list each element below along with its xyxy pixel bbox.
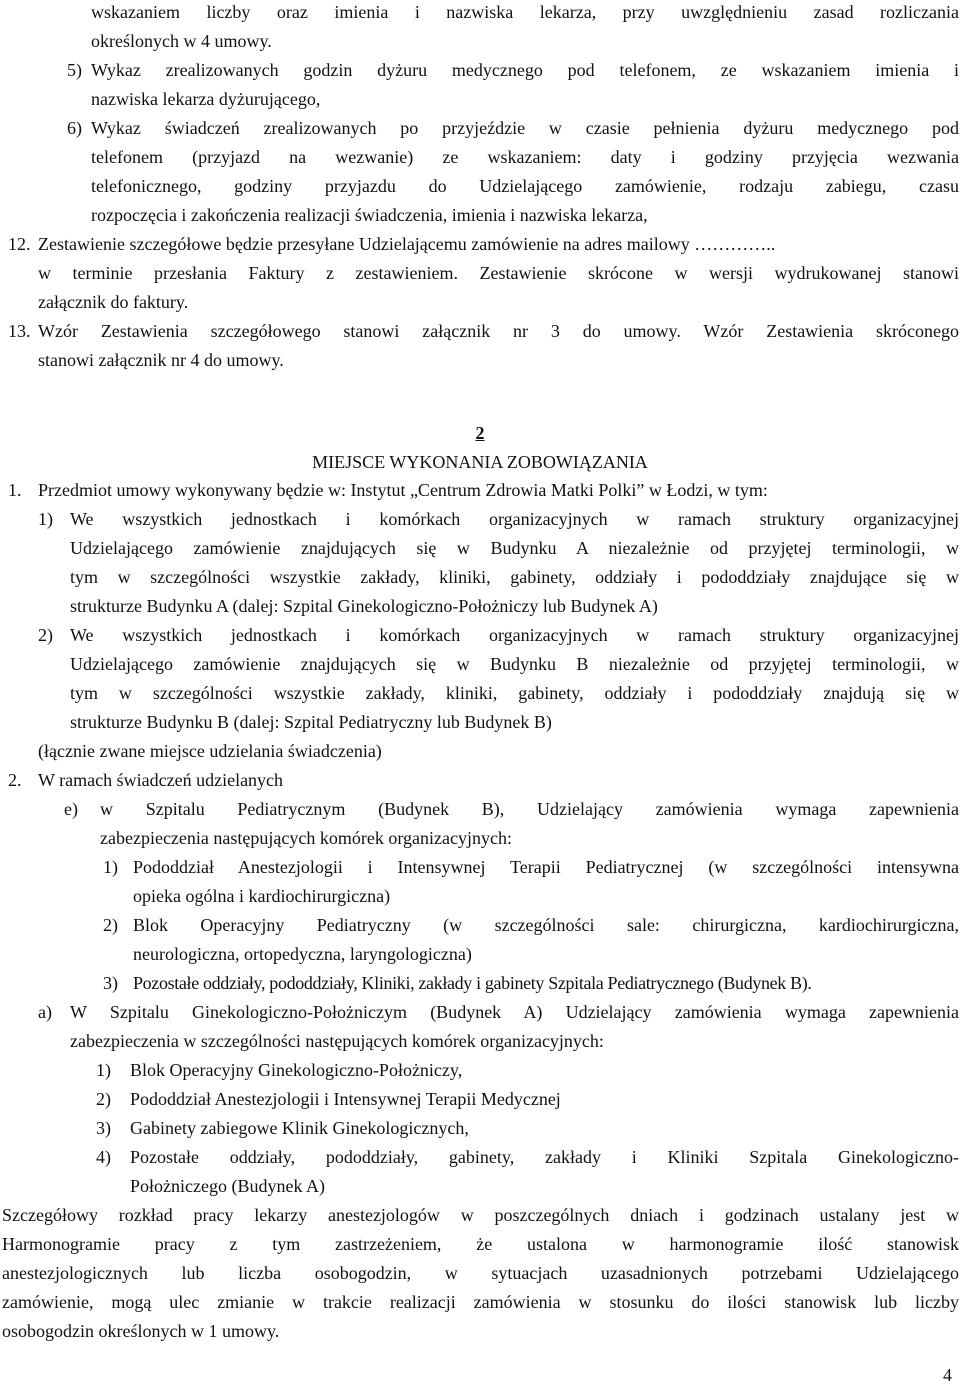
text-line <box>0 201 960 230</box>
e-item-1 <box>0 853 960 882</box>
item-line: Wzór Zestawienia szczegółowego stanowi załącznik nr 3 do umowy. Wzór Zestawienia skróconego <box>38 321 959 341</box>
text-line <box>0 288 960 317</box>
paragraph-line: określonych w 4 umowy. <box>91 31 272 51</box>
text-line <box>0 1172 960 1201</box>
item-number: 5) <box>67 60 82 80</box>
item-line: Blok Operacyjny Pediatryczny (w szczególności sale: chirurgiczna, kardiochirurgiczna, <box>133 915 959 935</box>
sub-item-2 <box>0 621 960 650</box>
item-number: 2. <box>8 770 22 790</box>
item-line: Pododdział Anestezjologii i Intensywnej Terapii Medycznej <box>130 1089 561 1109</box>
item-number: 1) <box>96 1060 111 1080</box>
item-number: 4) <box>96 1147 111 1167</box>
item-line: Udzielającego zamówienie znajdujących się w Budynku A niezależnie od przyjętej terminologii, w <box>70 538 959 558</box>
text-line <box>0 1288 960 1317</box>
text-line <box>0 650 960 679</box>
item-line: tym w szczególności wszystkie zakłady, kliniki, gabinety, oddziały i pododdziały znajdujące się w <box>70 567 959 587</box>
text-line <box>0 1259 960 1288</box>
item-number: 3) <box>103 973 118 993</box>
item-number: 6) <box>67 118 82 138</box>
item-number: 2) <box>96 1089 111 1109</box>
text-line <box>0 824 960 853</box>
item-line: strukturze Budynku B (dalej: Szpital Pediatryczny lub Budynek B) <box>70 712 552 732</box>
item-number: 2) <box>38 625 53 645</box>
e-item-2 <box>0 911 960 940</box>
item-line: tym w szczególności wszystkie zakłady, kliniki, gabinety, oddziały i pododdziały znajdują się w <box>70 683 959 703</box>
list-item-5 <box>0 56 960 85</box>
item-line: zabezpieczenia w szczególności następujących komórek organizacyjnych: <box>70 1031 604 1051</box>
item-number: a) <box>38 1002 52 1022</box>
item-number: 2) <box>103 915 118 935</box>
text-line <box>0 85 960 114</box>
item-number: 12. <box>8 234 31 254</box>
item-line: Wykaz świadczeń zrealizowanych po przyjeździe w czasie pełnienia dyżuru medycznego pod <box>91 118 959 138</box>
paragraph-line: zamówienie, mogą ulec zmianie w trakcie realizacji zamówienia w stosunku do ilości stanowisk lub liczby <box>2 1292 959 1312</box>
text-line <box>0 259 960 288</box>
item-line: W Szpitalu Ginekologiczno-Położniczym (Budynek A) Udzielający zamówienia wymaga zapewnienia <box>70 1002 959 1022</box>
sub-item-e <box>0 795 960 824</box>
section-title: MIEJSCE WYKONANIA ZOBOWIĄZANIA <box>312 452 648 472</box>
text-line <box>0 27 960 56</box>
a-item-4 <box>0 1143 960 1172</box>
text-line <box>0 346 960 375</box>
item-line: strukturze Budynku A (dalej: Szpital Ginekologiczno-Położniczy lub Budynek A) <box>70 596 658 616</box>
item-number: 1) <box>103 857 118 877</box>
item-line: Pododdział Anestezjologii i Intensywnej Terapii Pediatrycznej (w szczególności intensywna <box>133 857 959 877</box>
item-line: neurologiczna, ortopedyczna, laryngologiczna) <box>133 944 472 964</box>
item-line: załącznik do faktury. <box>38 292 189 312</box>
text-line <box>0 737 960 766</box>
paragraph-line: Przedmiot umowy wykonywany będzie w: Instytut „Centrum Zdrowia Matki Polki” w Łodzi, w tym: <box>38 480 768 500</box>
list-item-12 <box>0 230 960 259</box>
item-line: Udzielającego zamówienie znajdujących się w Budynku B niezależnie od przyjętej terminologii, w <box>70 654 959 674</box>
item-line: Wykaz zrealizowanych godzin dyżuru medycznego pod telefonem, ze wskazaniem imienia i <box>91 60 959 80</box>
text-line <box>0 0 960 27</box>
text-line <box>0 708 960 737</box>
a-item-1 <box>0 1056 960 1085</box>
a-item-2 <box>0 1085 960 1114</box>
item-number: 1) <box>38 509 53 529</box>
text-line <box>0 1027 960 1056</box>
text-line <box>0 882 960 911</box>
item-line: telefonem (przyjazd na wezwanie) ze wskazaniem: daty i godziny przyjęcia wezwania <box>91 147 959 167</box>
item-line: opieka ogólna i kardiochirurgiczna) <box>133 886 391 906</box>
sub-item-a <box>0 998 960 1027</box>
item-line: stanowi załącznik nr 4 do umowy. <box>38 350 284 370</box>
paragraph-line: osobogodzin określonych w 1 umowy. <box>2 1321 280 1341</box>
item-number: e) <box>64 799 78 819</box>
sub-item-1 <box>0 505 960 534</box>
text-line <box>0 1317 960 1346</box>
paragraph-line: Szczegółowy rozkład pracy lekarzy anestezjologów w poszczególnych dniach i godzinach ustalany jest w <box>2 1205 959 1225</box>
item-number: 13. <box>8 321 31 341</box>
paragraph-line: anestezjologicznych lub liczba osobogodzin, w sytuacjach uzasadnionych potrzebami Udzielającego <box>2 1263 959 1283</box>
paragraph-line: wskazaniem liczby oraz imienia i nazwiska lekarza, przy uwzględnieniu zasad rozliczania <box>91 2 959 22</box>
e-item-3 <box>0 969 960 998</box>
item-line: We wszystkich jednostkach i komórkach organizacyjnych w ramach struktury organizacyjnej <box>70 509 959 529</box>
list-item-13 <box>0 317 960 346</box>
text-line <box>0 1230 960 1259</box>
text-line <box>0 940 960 969</box>
text-line <box>0 679 960 708</box>
item-line: Zestawienie szczegółowe będzie przesyłane Udzielającemu zamówienie na adres mailowy ………….. <box>38 234 776 254</box>
item-line: telefonicznego, godziny przyjazdu do Udzielającego zamówienie, rodzaju zabiegu, czasu <box>91 176 959 196</box>
text-line <box>0 592 960 621</box>
item-line: Położniczego (Budynek A) <box>130 1176 325 1196</box>
paragraph-2 <box>0 766 960 795</box>
text-line <box>0 143 960 172</box>
item-line: We wszystkich jednostkach i komórkach organizacyjnych w ramach struktury organizacyjnej <box>70 625 959 645</box>
text-line <box>0 1201 960 1230</box>
item-line: Pozostałe oddziały, pododdziały, Kliniki, zakłady i gabinety Szpitala Pediatrycznego (Budynek B). <box>133 973 812 993</box>
item-line: nazwiska lekarza dyżurującego, <box>91 89 321 109</box>
paragraph-line: (łącznie zwane miejsce udzielania świadczenia) <box>38 741 382 761</box>
section-number: 2 <box>475 423 485 443</box>
text-line <box>0 563 960 592</box>
list-item-6 <box>0 114 960 143</box>
item-line: zabezpieczenia następujących komórek organizacyjnych: <box>100 828 512 848</box>
item-line: w Szpitalu Pediatrycznym (Budynek B), Udzielający zamówienia wymaga zapewnienia <box>100 799 959 819</box>
item-number: 3) <box>96 1118 111 1138</box>
paragraph-line: Harmonogramie pracy z tym zastrzeżeniem, że ustalona w harmonogramie ilość stanowisk <box>2 1234 959 1254</box>
text-line <box>0 172 960 201</box>
paragraph-line: W ramach świadczeń udzielanych <box>38 770 284 790</box>
item-number: 1. <box>8 480 22 500</box>
item-line: Blok Operacyjny Ginekologiczno-Położniczy, <box>130 1060 463 1080</box>
a-item-3 <box>0 1114 960 1143</box>
paragraph-1 <box>0 476 960 505</box>
item-line: Pozostałe oddziały, pododdziały, gabinety, zakłady i Kliniki Szpitala Ginekologiczno- <box>130 1147 959 1167</box>
page-number: 4 <box>943 1365 952 1385</box>
text-line <box>0 534 960 563</box>
item-line: Gabinety zabiegowe Klinik Ginekologicznych, <box>130 1118 469 1138</box>
item-line: rozpoczęcia i zakończenia realizacji świadczenia, imienia i nazwiska lekarza, <box>91 205 648 225</box>
item-line: w terminie przesłania Faktury z zestawieniem. Zestawienie skrócone w wersji wydrukowanej stanowi <box>38 263 959 283</box>
